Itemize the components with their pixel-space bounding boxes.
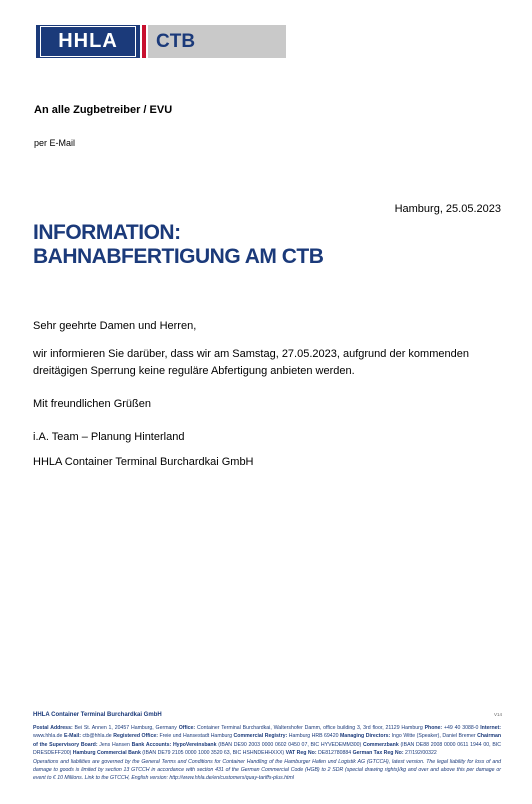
footer-terms: Operations and liabilities are governed by the General Terms and Conditions for Container Handling of the Hamburger Hafen und Logistik AG (GTCCH), latest version. The legal liability for loss of and damage to goods is limited by section 13 GTCCH in accordance with section 431 of the German Commercial Code (HGB) to 2 SDR (special drawing rights)/kg and over and above this per damage or event to € 10 Millions. Link to the GTCCH, English version: http://www.hhla.de/en/customers/quay-tariffs-plus.html bbox=[33, 758, 501, 782]
footer-legal: Postal Address: Bei St. Annen 1, 20457 Hamburg, Germany Office: Container Terminal Burchardkai, Waltershofer Damm, office building 3, 3rd floor, 21129 Hamburg Phone: +49 40 3088-0 Internet: www.hhla.de E-Mail: ctb@hhla.de Registered Office: Freie und Hansestadt Hamburg Commercial Registry: Hamburg HRB 69420 Managing Directors: Ingo Witte (Speaker), Daniel Bremer Chairman of the Supervisory Board: Jens Hansen Bank Accounts: HypoVereinsbank (IBAN DE90 2003 0000 0602 0450 07, BIC HYVEDEMM300) Commerzbank (IBAN DE88 2008 0000 0611 1944 00, BIC DRESDEFF200) Hamburg Commercial Bank (IBAN DE79 2105 0000 1000 3520 63, BIC HSHNDEHHXXX) VAT Reg No: DE812780884 German Tax Reg No: 27/192/00322 Operations and liabilities are governed by the General Terms and Conditions for Container Handling of the Hamburger Hafen und Logistik AG (GTCCH), latest version. The legal liability for loss of and damage to goods is limited by section 13 GTCCH in accordance with section 431 of the German Commercial Code (HGB) to 2 SDR (special drawing rights)/kg and over and above this per damage or event to € 10 Millions. Link to the GTCCH, English version: http://www.hhla.de/en/customers/quay-tariffs-plus.html bbox=[33, 725, 502, 782]
headline-line-2: BAHNABFERTIGUNG AM CTB bbox=[33, 245, 324, 268]
logo-divider bbox=[142, 25, 146, 58]
footer-email-link[interactable]: ctb@hhla.de bbox=[82, 733, 112, 740]
footer-website-link[interactable]: www.hhla.de bbox=[33, 733, 63, 740]
signature: i.A. Team – Planung Hinterland bbox=[33, 431, 185, 443]
company-name: HHLA Container Terminal Burchardkai GmbH bbox=[33, 456, 254, 468]
salutation: Sehr geehrte Damen und Herren, bbox=[33, 320, 197, 332]
closing: Mit freundlichen Grüßen bbox=[33, 398, 151, 410]
hhla-logo: HHLA bbox=[36, 25, 140, 58]
headline bbox=[33, 221, 323, 269]
letter-date: Hamburg, 25.05.2023 bbox=[394, 203, 501, 215]
headline-line-1: INFORMATION: bbox=[33, 221, 181, 244]
delivery-method: per E-Mail bbox=[34, 138, 76, 148]
letter-body: wir informieren Sie darüber, dass wir am Samstag, 27.05.2023, aufgrund der kommenden dreitägigen Sperrung keine reguläre Abfertigung anbieten werden. bbox=[33, 348, 469, 377]
footer-title: HHLA Container Terminal Burchardkai GmbH bbox=[33, 712, 162, 718]
footer-version: V14 bbox=[494, 712, 503, 717]
recipient: An alle Zugbetreiber / EVU bbox=[34, 104, 173, 116]
company-logo bbox=[36, 25, 250, 58]
ctb-logo: CTB bbox=[148, 25, 286, 58]
